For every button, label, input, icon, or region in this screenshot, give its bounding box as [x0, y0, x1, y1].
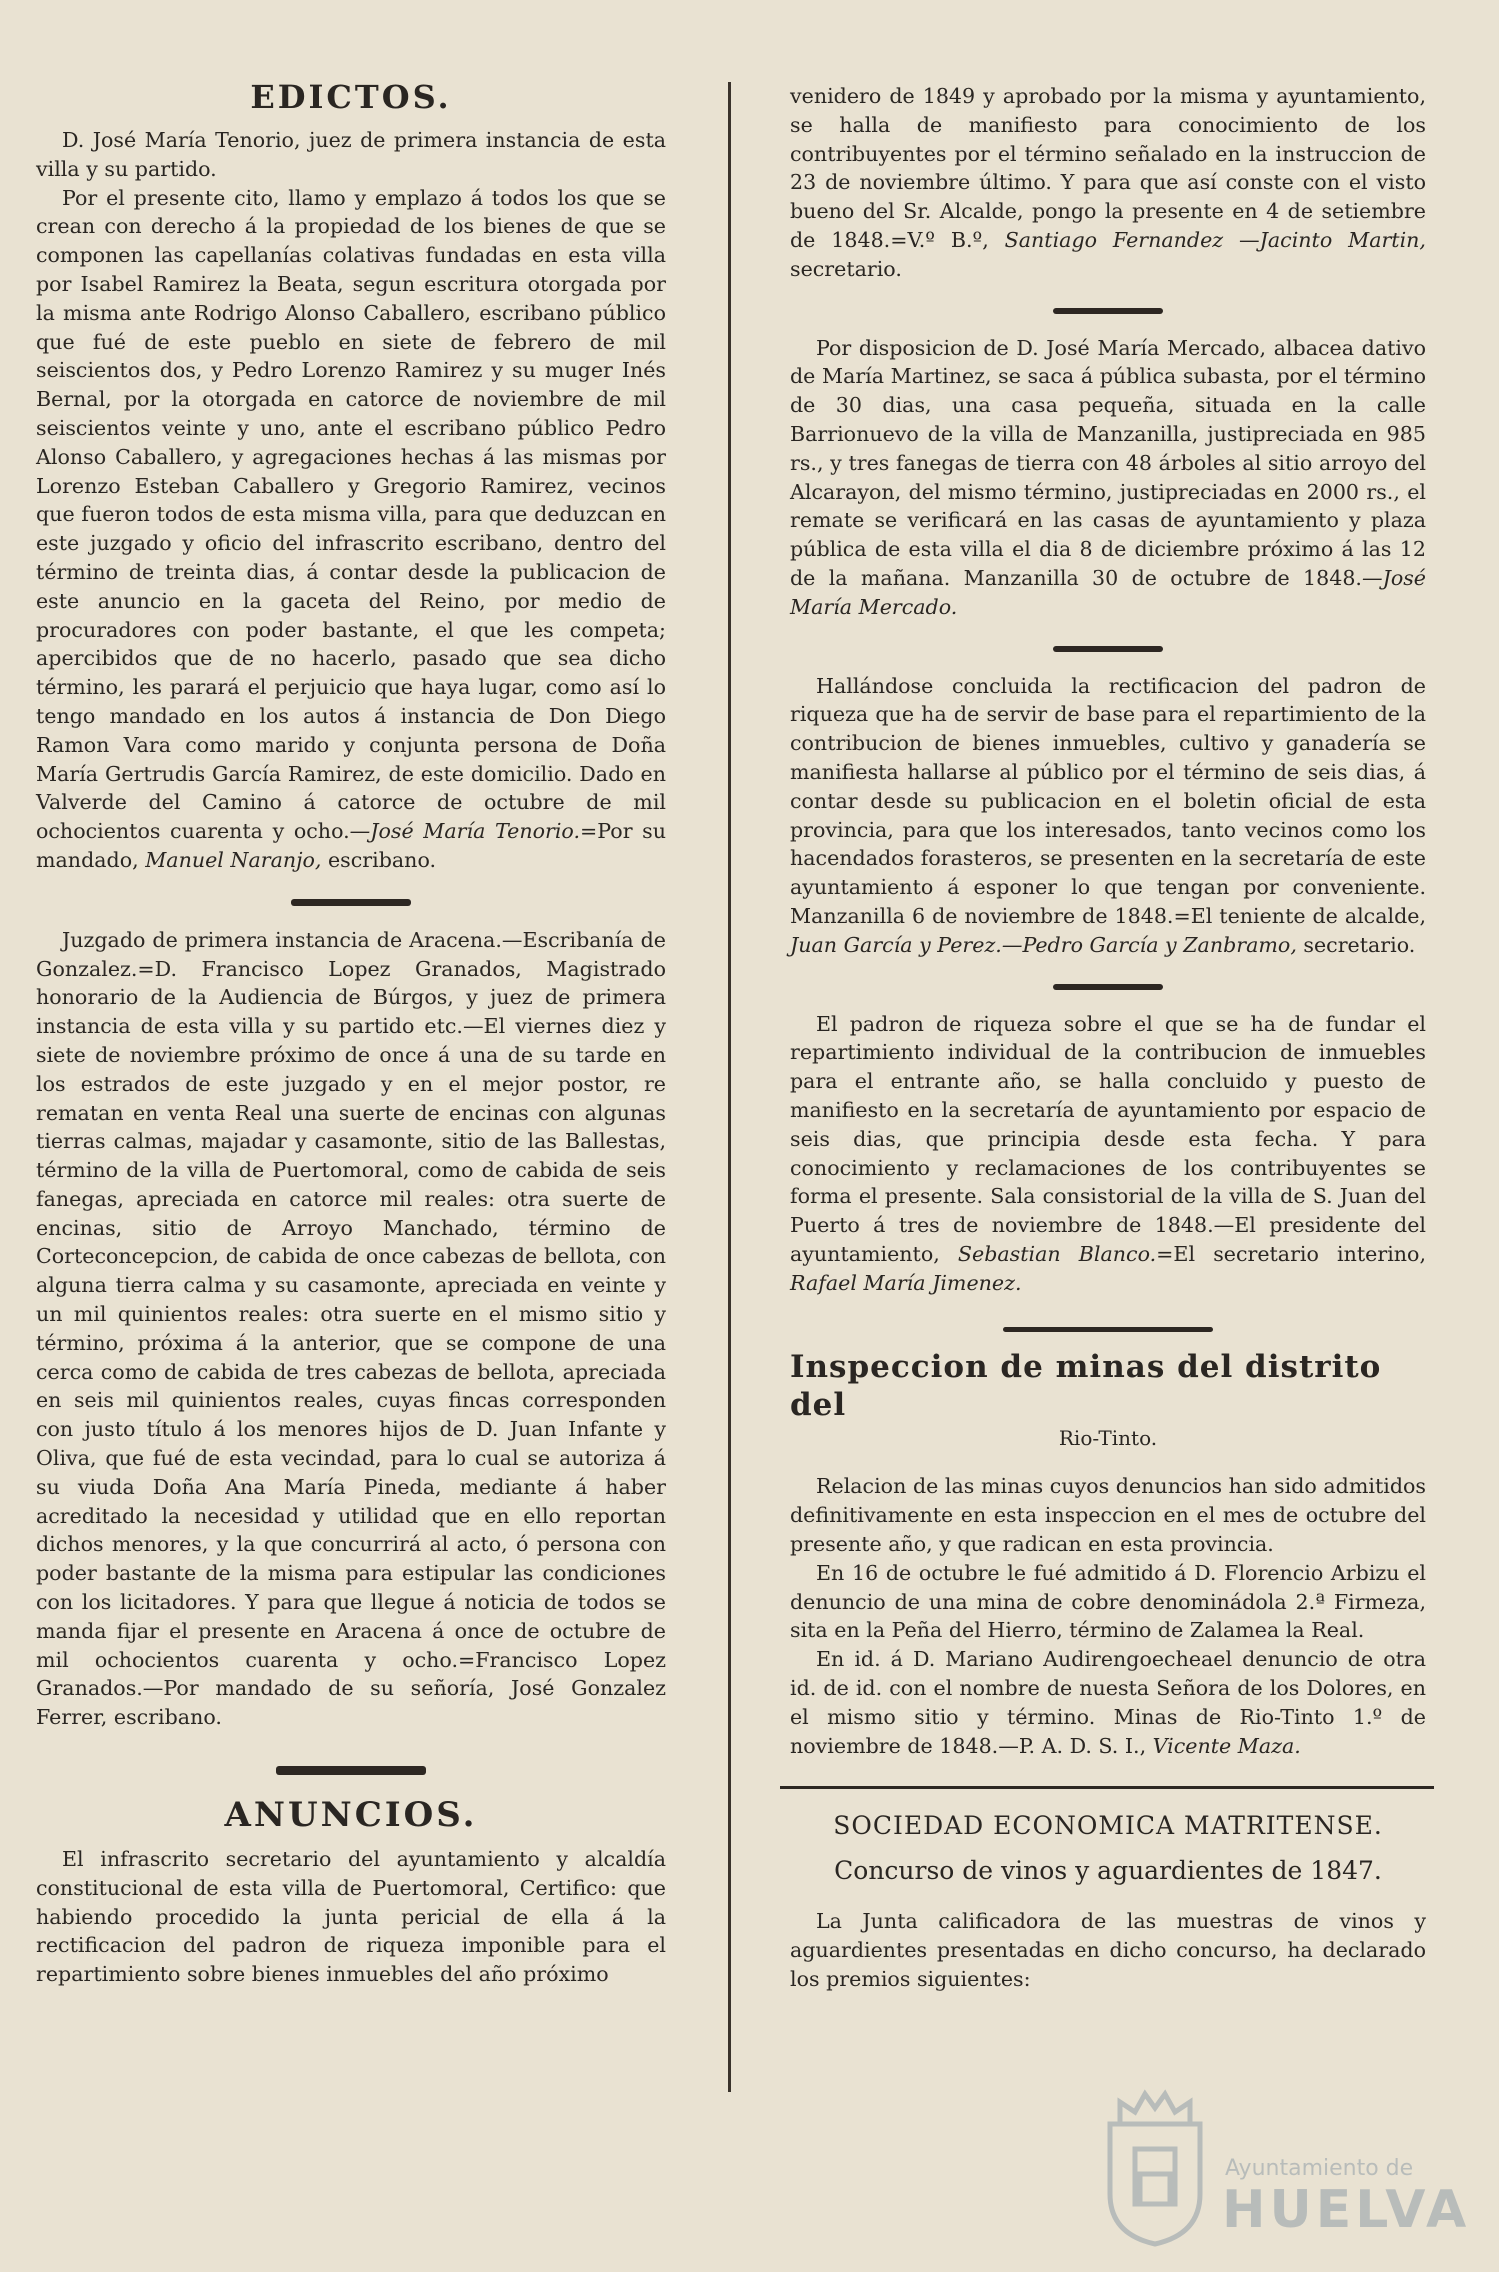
minas-intro: Relacion de las minas cuyos denuncios han sido admitidos definitivamente en esta inspeccion en el mes de octubre del presente año, y que radican en esta provincia. — [790, 1474, 1426, 1557]
signature-blanco: Sebastian Blanco. — [957, 1241, 1157, 1266]
edicto-tenorio-text: Por el presente cito, llamo y emplazo á todos los que se crean con derecho á la propiedad de los bienes de que se componen las capellanías colativas fundadas en esta villa por Isabel Ramirez la Beata, segun escritura otorgada por la misma ante Rodrigo Alonso Caballero, escribano público que fué de este pueblo en siete de febrero de mil seiscientos dos, y Pedro Lorenzo Ramirez y su muger Inés Bernal, por la otorgada en catorce de noviembre de mil seiscientos veinte y uno, ante el escribano público Pedro Alonso Caballero, y agregaciones hechas á las mismas por Lorenzo Esteban Caballero y Gregorio Ramirez, vecinos que fueron todos de esta misma villa, para que deduzcan en este juzgado y oficio del infrascrito escribano, dentro del término de treinta dias, á contar desde la publicacion de este anuncio en la gaceta del Reino, por medio de procuradores con poder bastante, el que les competa; apercibidos que de no hacerlo, pasado que sea dicho término, les parará el perjuicio que haya lugar, como así lo tengo mandado en los autos á instancia de Don Diego Ramon Vara como marido y conjunta persona de Doña María Gertrudis García Ramirez, de este domicilio. Dado en Valverde del Camino á catorce de octubre de mil ochocientos cuarenta y ocho. — [36, 185, 666, 844]
horizontal-rule — [780, 1786, 1434, 1789]
right-column — [790, 82, 1426, 1994]
dash: — — [1223, 227, 1260, 252]
role-secretario: secretario. — [1296, 932, 1416, 957]
edicto-tenorio-body — [36, 184, 666, 875]
anuncio-manzanilla-text: Hallándose concluida la rectificacion del padron de riqueza que ha de servir de base para el repartimiento de la contribucion de bienes inmuebles, cultivo y ganadería se manifiesta hallarse al público por el término de seis dias, á contar desde su publicacion en el boletin oficial de esta provincia, para que los interesados, tanto vecinos como los hacendados forasteros, se presenten en la secretaría de este ayuntamiento á esponer lo que tengan por conveniente. Manzanilla 6 de noviembre de 1848.=El teniente de alcalde, — [790, 673, 1426, 928]
section-separator — [276, 1766, 426, 1775]
concurso-heading: Concurso de vinos y aguardientes de 1847. — [834, 1856, 1382, 1886]
anuncio-mercado-text: Por disposicion de D. José María Mercado, albacea dativo de María Martinez, se saca á pública subasta, por el término de 30 dias, una casa pequeña, situada en la calle Barrionuevo de la villa de Manzanilla, justipreciada en 985 rs., y tres fanegas de tierra con 48 árboles al sitio arroyo del Alcarayon, del mismo término, justipreciadas en 2000 rs., el remate se verificará en las casas de ayuntamiento y plaza pública de esta villa el dia 8 de diciembre próximo á las 12 de la mañana. Manzanilla 30 de octubre de 1848. — [790, 335, 1426, 590]
minas-audirengoechea — [790, 1645, 1426, 1760]
signature-tenorio: —José María Tenorio. — [349, 819, 581, 844]
anuncios-heading: ANUNCIOS. — [224, 1795, 478, 1836]
watermark-line2: HUELVA — [1222, 2180, 1471, 2240]
signature-naranjo: Manuel Naranjo, — [145, 847, 322, 872]
double-separator — [1003, 1327, 1213, 1332]
anuncio-san-juan — [790, 1010, 1426, 1298]
role-secretario: secretario. — [790, 256, 902, 281]
minas-arbizu: En 16 de octubre le fué admitido á D. Florencio Arbizu el denuncio de una mina de cobre denominádola 2.ª Firmeza, sita en la Peña del Hierro, término de Zalamea la Real. — [790, 1560, 1426, 1643]
anuncio-puertomoral-cont-text: venidero de 1849 y aprobado por la misma y ayuntamiento, se halla de manifiesto para conocimiento de los contribuyentes por el término señalado en la instruccion de 23 de noviembre último. Y para que así conste con el visto bueno del Sr. Alcalde, pongo la presente en 4 de setiembre de 1848.=V.º B.º, — [790, 84, 1426, 252]
anuncio-san-juan-secretario: =El secretario interino, — [1156, 1241, 1426, 1266]
sociedad-heading: SOCIEDAD ECONOMICA MATRITENSE. — [833, 1811, 1383, 1841]
section-separator — [1053, 984, 1163, 990]
minas-audirengoechea-text: En id. á D. Mariano Audirengoecheael denuncio de otra id. de id. con el nombre de nuesta Señora de los Dolores, en el mismo sitio y término. Minas de Rio-Tinto 1.º de noviembre de 1848.—P. A. D. S. I., — [790, 1647, 1426, 1758]
edicto-tenorio-mandado: =Por su mandado, — [36, 819, 667, 872]
anuncio-puertomoral: El infrascrito secretario del ayuntamiento y alcaldía constitucional de esta villa de Puertomoral, Certifico: que habiendo procedido la junta pericial de ella á la rectificacion del padron de riqueza imponible para el repartimiento sobre bienes inmuebles del año próximo — [36, 1847, 666, 1987]
section-separator — [1053, 308, 1163, 314]
section-separator — [1053, 646, 1163, 652]
signature-martin: Jacinto Martin, — [1259, 227, 1426, 252]
city-shield-icon — [1090, 2084, 1220, 2249]
signature-maza: Vicente Maza. — [1152, 1733, 1301, 1758]
edicto-tenorio — [36, 126, 666, 875]
column-divider — [728, 82, 731, 2092]
anuncio-puertomoral-cont — [790, 82, 1426, 284]
signature-mercado: —José María Mercado. — [790, 565, 1426, 619]
section-separator — [291, 899, 411, 906]
edicto-tenorio-intro: D. José María Tenorio, juez de primera instancia de esta villa y su partido. — [36, 128, 666, 181]
edicto-tenorio-role: escribano. — [321, 847, 437, 872]
signature-garcia: Juan García y Perez.—Pedro García y Zanbramo, — [790, 932, 1297, 957]
edictos-heading: EDICTOS. — [250, 78, 452, 116]
huelva-watermark — [1090, 2078, 1470, 2253]
edicto-aracena: Juzgado de primera instancia de Aracena.—Escribanía de Gonzalez.=D. Francisco Lopez Granados, Magistrado honorario de la Audiencia de Búrgos, y juez de primera instancia de esta villa y su partido etc.—El viernes diez y siete de noviembre próximo de once á una de su tarde en los estrados de este juzgado y en el mejor postor, re rematan en venta Real una suerte de encinas con algunas tierras calmas, majadar y casamonte, sitio de las Ballestas, término de la villa de Puertomoral, como de cabida de seis fanegas, apreciada en catorce mil reales: otra suerte de encinas, sitio de Arroyo Manchado, término de Corteconcepcion, de cabida de once cabezas de bellota, con alguna tierra calma y su casamonte, apreciada en veinte y un mil quinientos reales: otra suerte en el mismo sitio y término, próxima á la anterior, que se compone de una cerca como de cabida de tres cabezas de bellota, apreciada en seis mil quinientos reales, cuyas fincas corresponden con justo título á los menores hijos de D. Juan Infante y Oliva, que fué de esta vecindad, para lo cual se autoriza á su viuda Doña Ana María Pineda, mediante á haber acreditado la necesidad y utilidad que en ello reportan dichos menores, y la que concurrirá al acto, ó persona con poder bastante de la misma para estipular las condiciones con los licitadores. Y para que llegue á noticia de todos se manda fijar el presente en Aracena á once de octubre de mil ochocientos cuarenta y ocho.=Francisco Lopez Granados.—Por mandado de su señoría, José Gonzalez Ferrer, escribano. — [36, 927, 666, 1730]
signature-fernandez: Santiago Fernandez — [1004, 227, 1224, 252]
junta-paragraph: La Junta calificadora de las muestras de vinos y aguardientes presentadas en dicho concurso, ha declarado los premios siguientes: — [790, 1909, 1426, 1992]
minas-heading: Inspeccion de minas del distrito del — [790, 1349, 1382, 1424]
left-column — [36, 78, 666, 1989]
minas-subheading: Rio-Tinto. — [1058, 1426, 1158, 1451]
anuncio-san-juan-text: El padron de riqueza sobre el que se ha de fundar el repartimiento individual de la contribucion de inmuebles para el entrante año, se halla concluido y puesto de manifiesto en la secretaría de ayuntamiento por espacio de seis dias, que principia desde esta fecha. Y para conocimiento y reclamaciones de los contribuyentes se forma el presente. Sala consistorial de la villa de S. Juan del Puerto á tres de noviembre de 1848.—El presidente del ayuntamiento, — [790, 1011, 1426, 1266]
signature-jimenez: Rafael María Jimenez. — [790, 1270, 1022, 1295]
watermark-line1: Ayuntamiento de — [1225, 2156, 1414, 2181]
anuncio-manzanilla — [790, 672, 1426, 960]
anuncio-mercado — [790, 334, 1426, 622]
